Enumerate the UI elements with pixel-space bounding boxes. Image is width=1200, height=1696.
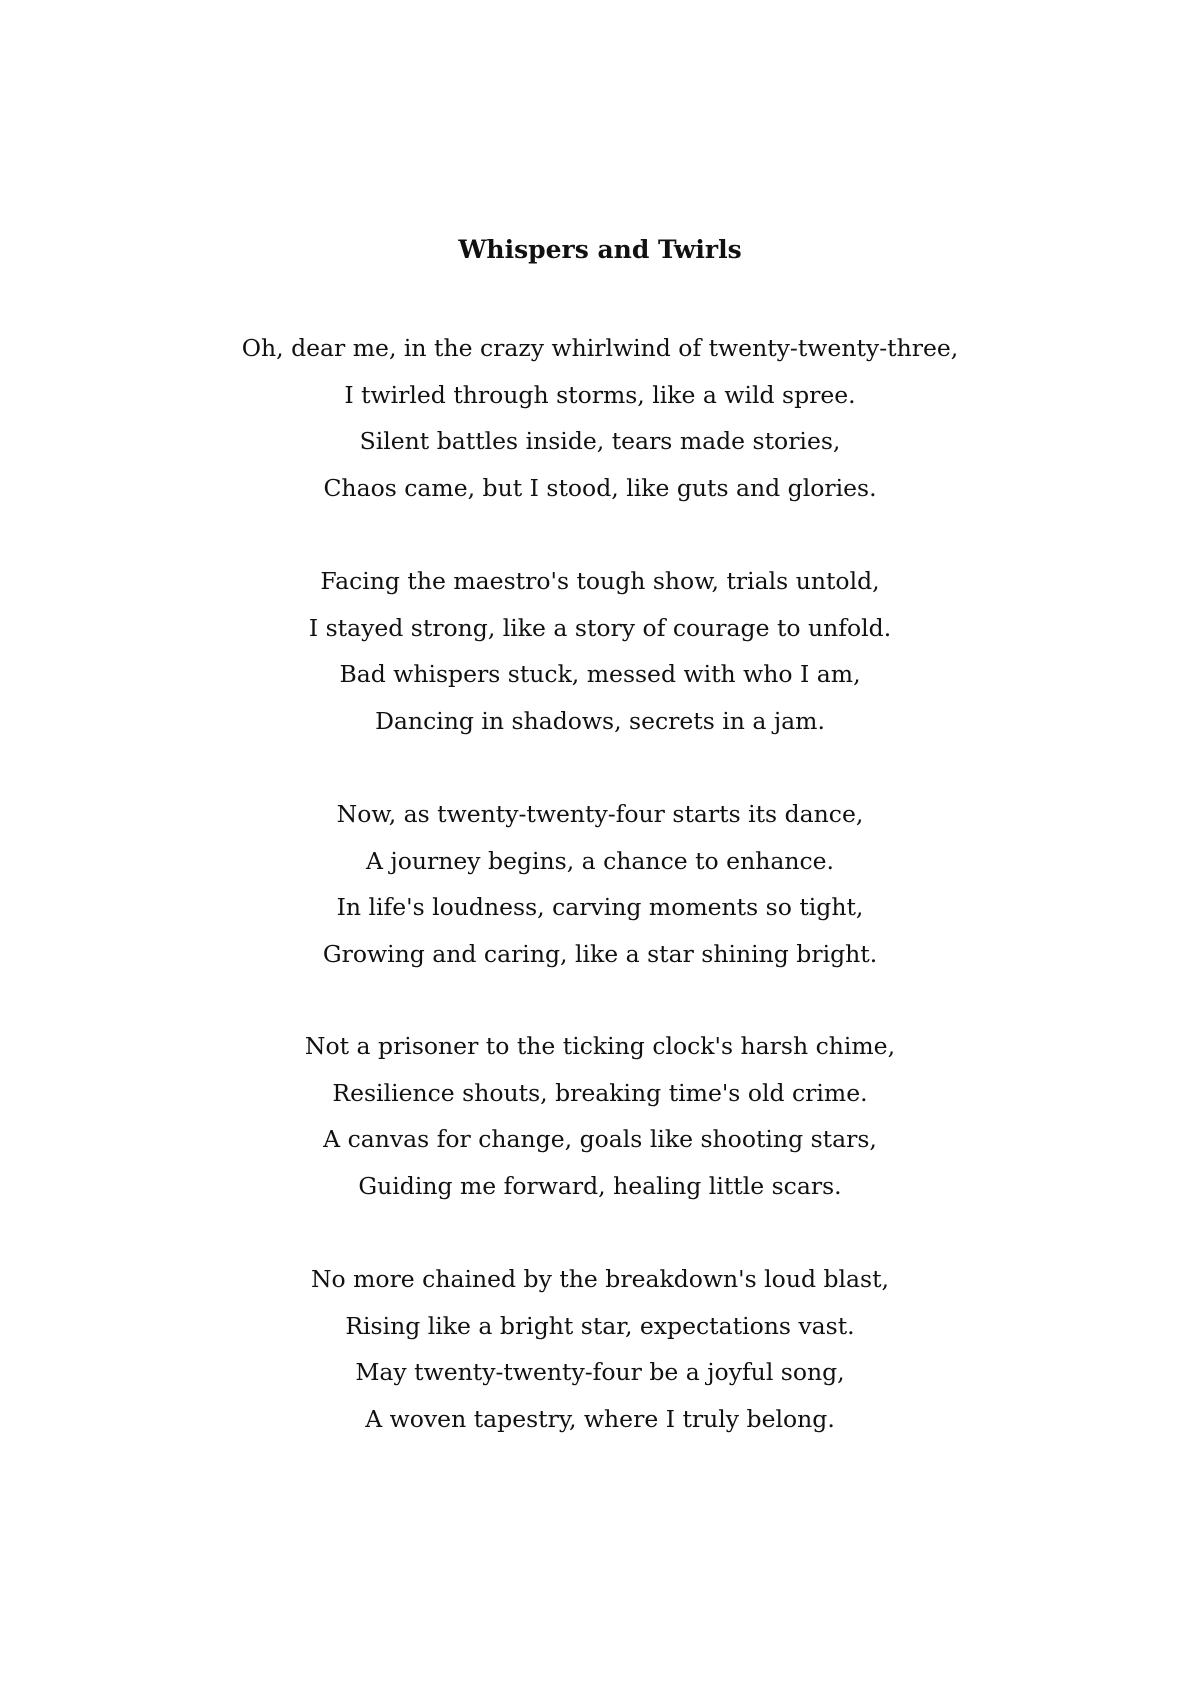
poem-line: May twenty-twenty-four be a joyful song,	[355, 1358, 845, 1386]
poem-line: I twirled through storms, like a wild spree.	[344, 380, 856, 409]
poem-line: Now, as twenty-twenty-four starts its dance,	[336, 800, 864, 828]
poem-line: Bad whispers stuck, messed with who I am,	[339, 660, 861, 688]
poem-line: Guiding me forward, healing little scars.	[358, 1171, 842, 1200]
poem-line: A journey begins, a chance to enhance.	[365, 846, 835, 875]
poem-line: Silent battles inside, tears made stories,	[359, 427, 841, 455]
stanza-3	[0, 791, 1200, 977]
poem-line: Oh, dear me, in the crazy whirlwind of twenty-twenty-three,	[241, 334, 959, 362]
stanza-1	[0, 325, 1200, 511]
poem-line: A canvas for change, goals like shooting stars,	[323, 1125, 877, 1153]
poem-line: In life's loudness, carving moments so tight,	[336, 893, 864, 921]
poem-line: Resilience shouts, breaking time's old crime.	[332, 1078, 868, 1107]
poem-line: Facing the maestro's tough show, trials untold,	[320, 567, 880, 595]
poem-line: A woven tapestry, where I truly belong.	[365, 1404, 835, 1433]
poem-line: Chaos came, but I stood, like guts and glories.	[323, 473, 877, 502]
poem-line: Growing and caring, like a star shining bright.	[322, 939, 878, 968]
poem-line: I stayed strong, like a story of courage to unfold.	[308, 613, 892, 642]
stanza-4	[0, 1023, 1200, 1209]
poem-line: Dancing in shadows, secrets in a jam.	[375, 706, 825, 735]
poem-title: Whispers and Twirls	[458, 235, 742, 264]
poem-line: No more chained by the breakdown's loud blast,	[310, 1265, 890, 1293]
poem-line: Not a prisoner to the ticking clock's harsh chime,	[304, 1032, 896, 1060]
stanza-2	[0, 558, 1200, 744]
stanza-5	[0, 1256, 1200, 1442]
poem-line: Rising like a bright star, expectations vast.	[345, 1311, 855, 1340]
